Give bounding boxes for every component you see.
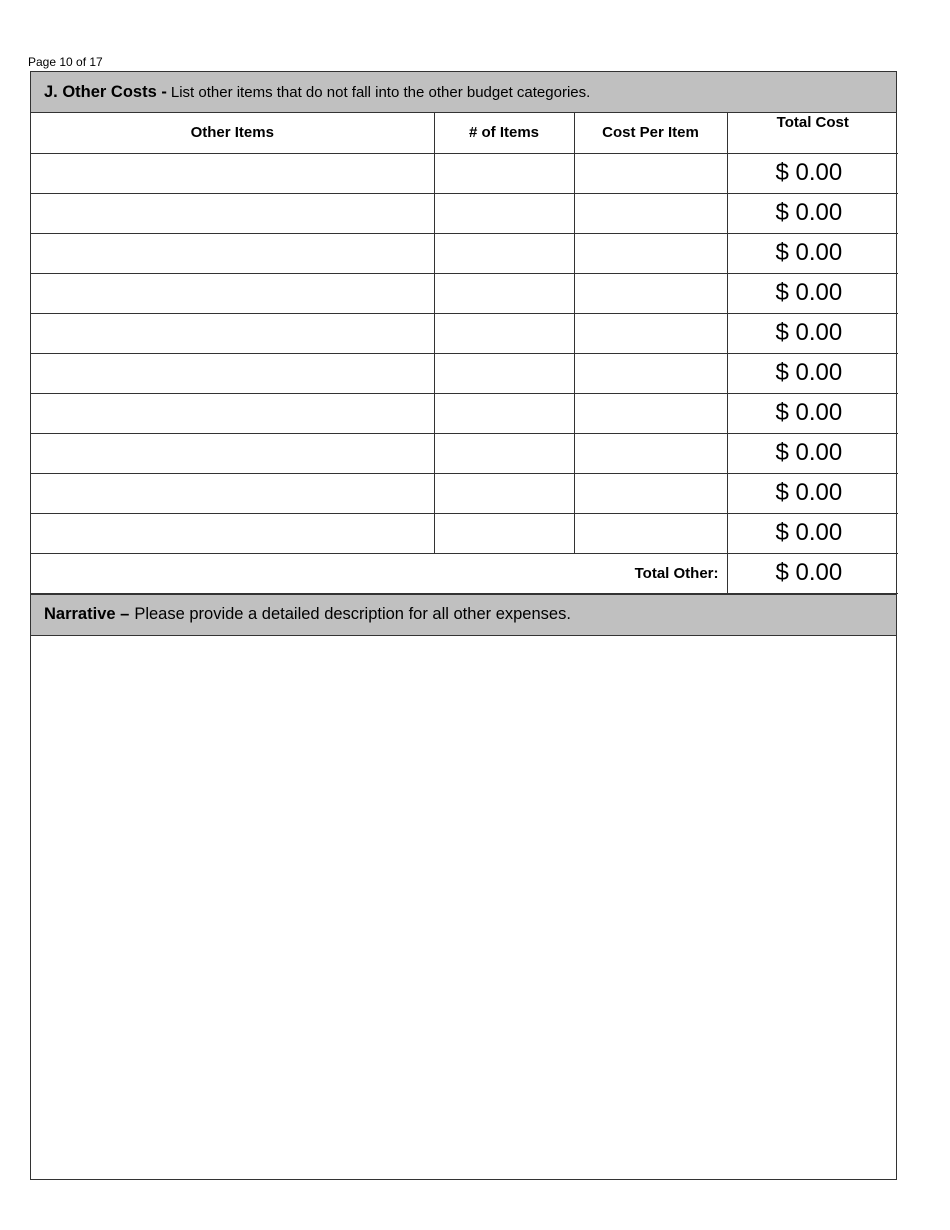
table-row: [31, 273, 898, 313]
other-item-field[interactable]: [31, 193, 434, 233]
narrative-description: Please provide a detailed description for all other expenses.: [134, 605, 571, 623]
other-item-field[interactable]: [31, 393, 434, 433]
other-item-field[interactable]: [31, 473, 434, 513]
number-of-items-field[interactable]: [434, 233, 574, 273]
column-header-cost-per-item: Cost Per Item: [574, 113, 727, 153]
total-cost-value: $ 0.00: [727, 273, 898, 313]
section-title: J. Other Costs -: [44, 82, 167, 101]
column-header-number-of-items: # of Items: [434, 113, 574, 153]
table-row: [31, 513, 898, 553]
column-header-total-cost-label: Total Cost: [776, 114, 849, 131]
other-item-field[interactable]: [31, 513, 434, 553]
number-of-items-field[interactable]: [434, 393, 574, 433]
total-other-value: $ 0.00: [727, 553, 898, 593]
cost-per-item-field[interactable]: [574, 433, 727, 473]
total-cost-value: $ 0.00: [727, 393, 898, 433]
table-row: [31, 353, 898, 393]
number-of-items-field[interactable]: [434, 273, 574, 313]
other-item-field[interactable]: [31, 433, 434, 473]
number-of-items-field[interactable]: [434, 353, 574, 393]
other-item-field[interactable]: [31, 153, 434, 193]
number-of-items-field[interactable]: [434, 313, 574, 353]
table-row: [31, 313, 898, 353]
other-costs-form: [30, 71, 897, 1180]
total-row: [31, 553, 898, 593]
number-of-items-field[interactable]: [434, 473, 574, 513]
page-number-label: Page 10 of 17: [28, 55, 103, 69]
table-row: [31, 233, 898, 273]
table-row: [31, 153, 898, 193]
number-of-items-field[interactable]: [434, 433, 574, 473]
narrative-header: [31, 594, 896, 636]
number-of-items-field[interactable]: [434, 153, 574, 193]
cost-per-item-field[interactable]: [574, 153, 727, 193]
cost-per-item-field[interactable]: [574, 233, 727, 273]
table-header-row: [31, 113, 898, 153]
total-cost-value: $ 0.00: [727, 193, 898, 233]
table-row: [31, 473, 898, 513]
total-cost-value: $ 0.00: [727, 233, 898, 273]
column-header-other-items: Other Items: [31, 113, 434, 153]
other-item-field[interactable]: [31, 273, 434, 313]
total-cost-value: $ 0.00: [727, 153, 898, 193]
number-of-items-field[interactable]: [434, 193, 574, 233]
cost-per-item-field[interactable]: [574, 393, 727, 433]
cost-per-item-field[interactable]: [574, 513, 727, 553]
cost-per-item-field[interactable]: [574, 273, 727, 313]
other-item-field[interactable]: [31, 233, 434, 273]
table-row: [31, 433, 898, 473]
narrative-text-area[interactable]: [31, 636, 896, 1172]
total-cost-value: $ 0.00: [727, 473, 898, 513]
table-row: [31, 193, 898, 233]
other-item-field[interactable]: [31, 353, 434, 393]
cost-per-item-field[interactable]: [574, 193, 727, 233]
section-description: List other items that do not fall into the other budget categories.: [170, 83, 591, 101]
cost-per-item-field[interactable]: [574, 473, 727, 513]
column-header-total-cost: [727, 113, 898, 153]
total-cost-value: $ 0.00: [727, 433, 898, 473]
narrative-title: Narrative –: [44, 605, 130, 623]
total-other-label: Total Other:: [31, 553, 727, 593]
cost-per-item-field[interactable]: [574, 353, 727, 393]
table-row: [31, 393, 898, 433]
section-header: [31, 72, 896, 113]
other-costs-table: [31, 113, 898, 594]
total-cost-value: $ 0.00: [727, 353, 898, 393]
cost-per-item-field[interactable]: [574, 313, 727, 353]
other-item-field[interactable]: [31, 313, 434, 353]
total-cost-value: $ 0.00: [727, 513, 898, 553]
number-of-items-field[interactable]: [434, 513, 574, 553]
total-cost-value: $ 0.00: [727, 313, 898, 353]
